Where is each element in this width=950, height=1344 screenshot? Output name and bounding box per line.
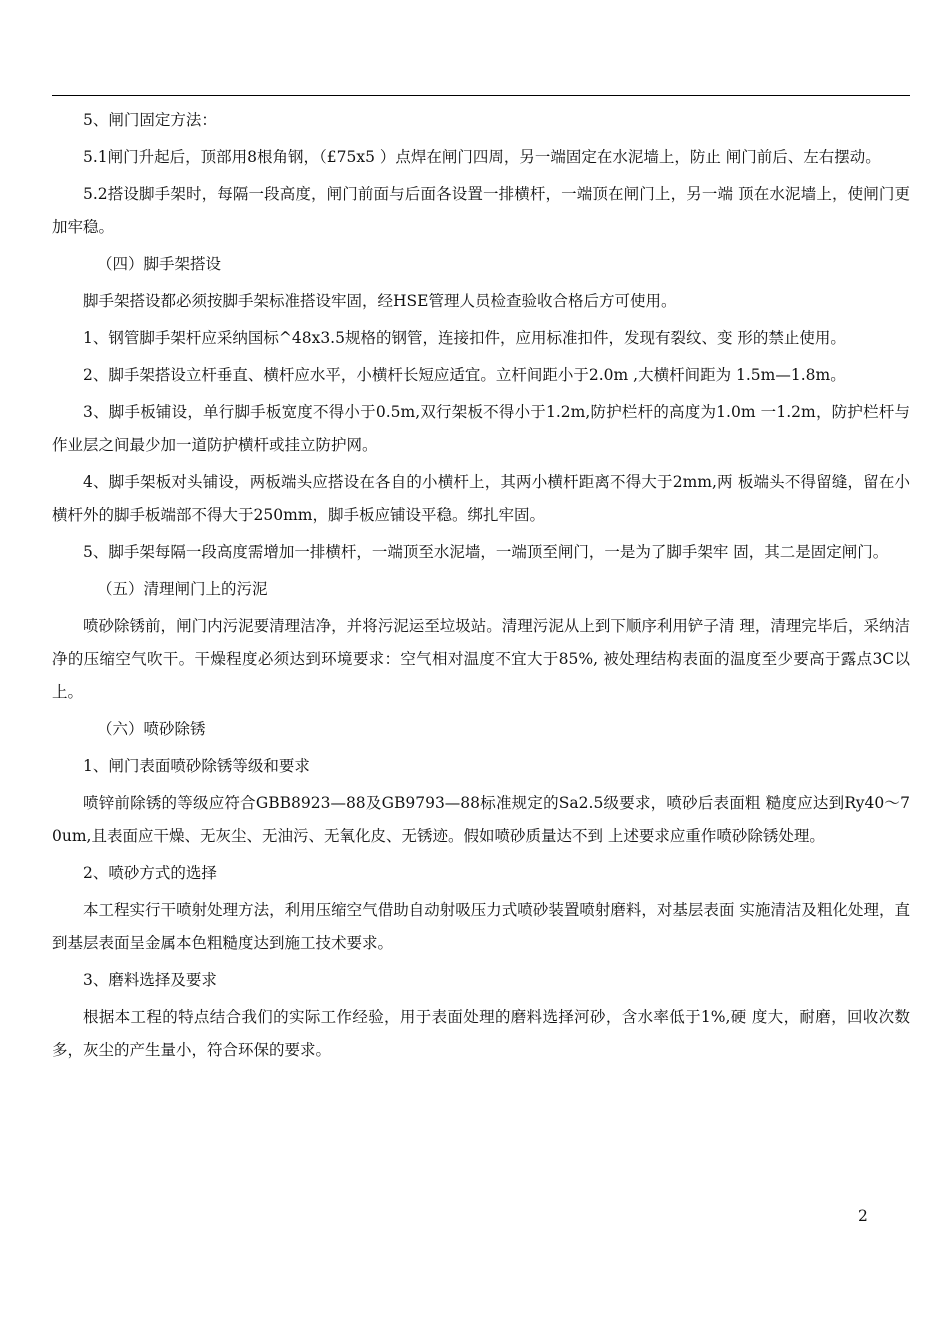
paragraph: 5.1闸门升起后，顶部用8根角钢，（£75x5 ）点焊在闸门四周，另一端固定在水泥墙上，防止 闸门前后、左右摆动。: [83, 148, 881, 166]
section-heading: （五）清理闸门上的污泥: [97, 580, 268, 598]
paragraph: 本工程实行干喷射处理方法，利用压缩空气借助自动射吸压力式喷砂装置喷射磨料，对基层表面 实施清洁及粗化处理，直到基层表面呈金属本色粗糙度达到施工技术要求。: [52, 901, 910, 952]
section-heading: （六）喷砂除锈: [97, 720, 206, 738]
page-number: 2: [858, 1207, 868, 1225]
paragraph: 2、喷砂方式的选择: [83, 864, 217, 882]
paragraph: 2、脚手架搭设立杆垂直、横杆应水平，小横杆长短应适宜。立杆间距小于2.0m ,大横杆间距为 1.5m—1.8m。: [83, 366, 846, 384]
paragraph: 喷锌前除锈的等级应符合GBB8923—88及GB9793—88标准规定的Sa2.5级要求，喷砂后表面粗 糙度应达到Ry40〜70um,且表面应干燥、无灰尘、无油污、无氧化皮、无锈迹。假如喷砂质量达不到 上述要求应重作喷砂除锈处理。: [52, 794, 910, 845]
paragraph: 5.2搭设脚手架时，每隔一段高度，闸门前面与后面各设置一排横杆，一端顶在闸门上，另一端 顶在水泥墙上，使闸门更加牢稳。: [52, 185, 910, 236]
paragraph: 3、磨料选择及要求: [83, 971, 217, 989]
paragraph: 脚手架搭设都必须按脚手架标准搭设牢固，经HSE管理人员检查验收合格后方可使用。: [83, 292, 677, 310]
paragraph: 4、脚手架板对头铺设，两板端头应搭设在各自的小横杆上，其两小横杆距离不得大于2mm,两 板端头不得留缝，留在小横杆外的脚手板端部不得大于250mm，脚手板应铺设平稳。绑扎牢固。: [52, 473, 910, 524]
paragraph: 5、脚手架每隔一段高度需增加一排横杆，一端顶至水泥墙，一端顶至闸门，一是为了脚手架牢 固，其二是固定闸门。: [83, 543, 889, 561]
section-heading: （四）脚手架搭设: [97, 255, 222, 273]
document-body: [52, 104, 910, 1071]
paragraph: 1、闸门表面喷砂除锈等级和要求: [83, 757, 310, 775]
paragraph: 5、闸门固定方法：: [83, 111, 217, 129]
paragraph: 根据本工程的特点结合我们的实际工作经验，用于表面处理的磨料选择河砂，含水率低于1%,硬 度大，耐磨，回收次数多，灰尘的产生量小，符合环保的要求。: [52, 1008, 910, 1059]
header-rule: [52, 95, 910, 96]
paragraph: 喷砂除锈前，闸门内污泥要清理洁净，并将污泥运至垃圾站。清理污泥从上到下顺序利用铲子清 理，清理完毕后，采纳洁净的压缩空气吹干。干燥程度必须达到环境要求：空气相对温度不宜大于85%, 被处理结构表面的温度至少要高于露点3C以上。: [52, 617, 910, 701]
paragraph: 1、钢管脚手架杆应采纳国标^48x3.5规格的钢管，连接扣件，应用标准扣件，发现有裂纹、变 形的禁止使用。: [83, 329, 846, 347]
paragraph: 3、脚手板铺设，单行脚手板宽度不得小于0.5m,双行架板不得小于1.2m,防护栏杆的高度为1.0m 一1.2m，防护栏杆与作业层之间最少加一道防护横杆或挂立防护网。: [52, 403, 910, 454]
